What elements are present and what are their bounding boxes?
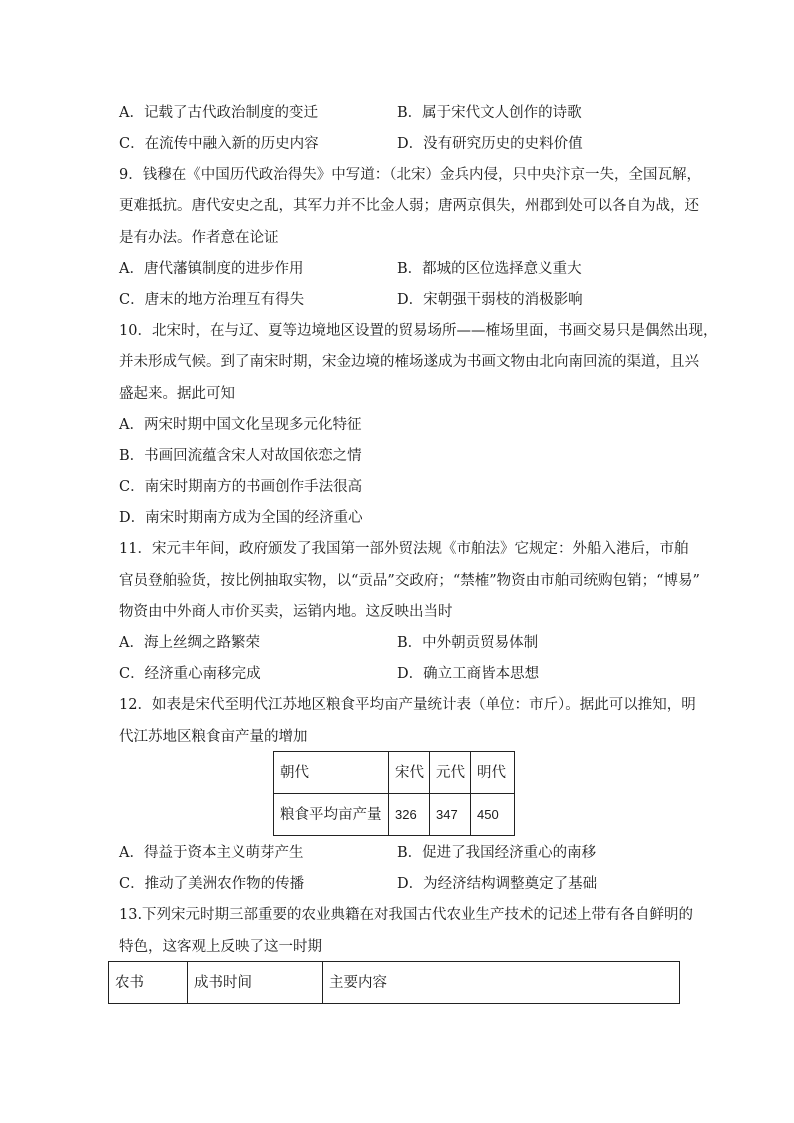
- q9-option-b: B．都城的区位选择意义重大: [397, 261, 582, 277]
- table-cell: 326: [389, 794, 430, 836]
- table-header-cell: 农书: [109, 962, 188, 1004]
- q10-option-d: D．南宋时期南方成为全国的经济重心: [119, 510, 363, 526]
- q11-stem-line-2: 官员登舶验货，按比例抽取实物，以“贡品”交政府；“禁榷”物资由市舶司统购包销；“博易”: [119, 573, 700, 589]
- q9-stem-line-1: 9．钱穆在《中国历代政治得失》中写道：（北宋）金兵内侵，只中央汴京一失，全国瓦解，: [119, 167, 701, 183]
- table-header-cell: 成书时间: [188, 962, 323, 1004]
- q9-stem-line-2: 更难抵抗。唐代安史之乱，其军力并不比金人弱；唐两京俱失，州郡到处可以各自为战，还: [119, 198, 699, 214]
- table-header-cell: 明代: [471, 752, 515, 794]
- q8-option-a: A．记载了古代政治制度的变迁: [119, 105, 318, 121]
- q10-stem-line-2: 并未形成气候。到了南宋时期，宋金边境的榷场遂成为书画文物由北向南回流的渠道，且兴: [119, 354, 699, 370]
- table-cell: 粮食平均亩产量: [274, 794, 389, 836]
- table-row: [274, 752, 515, 794]
- q8-option-d: D．没有研究历史的史料价值: [397, 136, 583, 152]
- q8-option-c: C．在流传中融入新的历史内容: [119, 136, 319, 152]
- table-header-cell: 主要内容: [323, 962, 680, 1004]
- q10-option-c: C．南宋时期南方的书画创作手法很高: [119, 479, 363, 495]
- q9-option-d: D．宋朝强干弱枝的消极影响: [397, 292, 583, 308]
- q11-stem-line-3: 物资由中外商人市价买卖，运销内地。这反映出当时: [119, 604, 453, 620]
- q13-books-table: [108, 961, 680, 1004]
- q10-option-a: A．两宋时期中国文化呈现多元化特征: [119, 417, 362, 433]
- q12-yield-table: [273, 751, 515, 836]
- q12-stem-line-1: 12．如表是宋代至明代江苏地区粮食平均亩产量统计表（单位：市斤）。据此可以推知，明: [119, 697, 696, 713]
- q9-option-a: A．唐代藩镇制度的进步作用: [119, 261, 304, 277]
- q12-option-a: A．得益于资本主义萌芽产生: [119, 845, 304, 861]
- q10-stem-line-3: 盛起来。据此可知: [119, 386, 235, 402]
- table-row: [274, 794, 515, 836]
- q10-option-b: B．书画回流蕴含宋人对故国依恋之情: [119, 448, 362, 464]
- q11-stem-line-1: 11．宋元丰年间，政府颁发了我国第一部外贸法规《市舶法》它规定：外船入港后，市舶: [119, 541, 689, 557]
- table-header-cell: 元代: [430, 752, 471, 794]
- q9-option-c: C．唐末的地方治理互有得失: [119, 292, 305, 308]
- q12-option-c: C．推动了美洲农作物的传播: [119, 876, 305, 892]
- q9-stem-line-3: 是有办法。作者意在论证: [119, 230, 279, 246]
- table-header-cell: 朝代: [274, 752, 389, 794]
- q8-option-b: B．属于宋代文人创作的诗歌: [397, 105, 582, 121]
- q11-option-a: A．海上丝绸之路繁荣: [119, 635, 260, 651]
- q10-stem-line-1: 10．北宋时，在与辽、夏等边境地区设置的贸易场所——榷场里面，书画交易只是偶然出现，: [119, 323, 718, 339]
- table-header-cell: 宋代: [389, 752, 430, 794]
- table-cell: 347: [430, 794, 471, 836]
- q12-option-d: D．为经济结构调整奠定了基础: [397, 876, 598, 892]
- q11-option-d: D．确立工商皆本思想: [397, 666, 540, 682]
- table-cell: 450: [471, 794, 515, 836]
- q13-stem-line-1: 13.下列宋元时期三部重要的农业典籍在对我国古代农业生产技术的记述上带有各自鲜明的: [119, 907, 694, 923]
- q11-option-b: B．中外朝贡贸易体制: [397, 635, 539, 651]
- q13-stem-line-2: 特色，这客观上反映了这一时期: [119, 939, 322, 955]
- q11-option-c: C．经济重心南移完成: [119, 666, 261, 682]
- q12-option-b: B．促进了我国经济重心的南移: [397, 845, 597, 861]
- table-row: [109, 962, 680, 1004]
- q12-stem-line-2: 代江苏地区粮食亩产量的增加: [119, 729, 308, 745]
